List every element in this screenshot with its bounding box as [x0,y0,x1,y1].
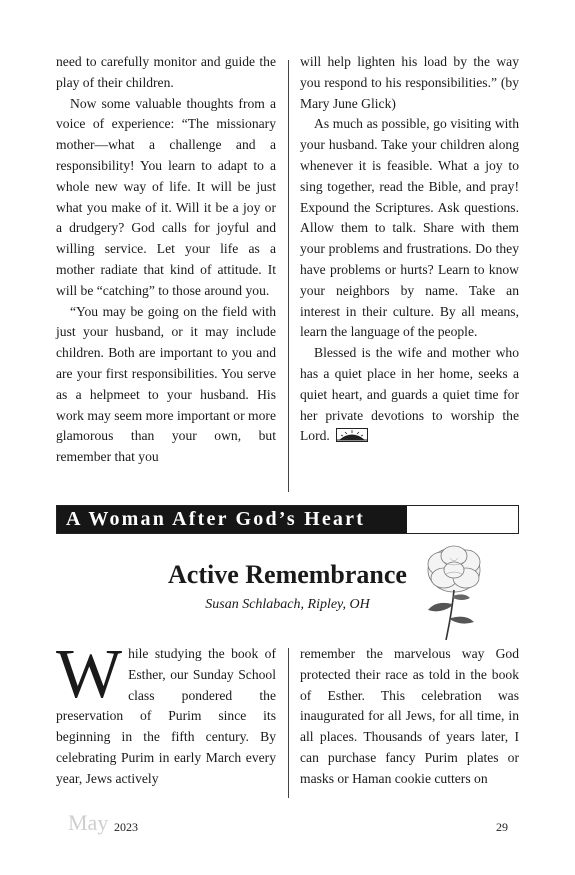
column-divider [288,60,289,492]
paragraph-with-end-mark [300,343,519,447]
paragraph-text: hile studying the book of Esther, our Sunday School class pondered the preservation of Purim since its beginning in the fifth century. By celebrating Purim in early March every year, Jews actively [56,646,276,786]
paragraph: “You may be going on the field with just your husband, or it may include children. Both are important to you and are your first responsibilities. You serve as a helpmeet to your husband. His work may seem more important or more glamorous than your own, but remember that you [56,303,276,465]
top-left-column [56,52,276,468]
drop-cap: W [56,636,123,713]
section-banner [56,505,519,534]
footer-month: May [68,810,109,835]
paragraph-text: Blessed is the wife and mother who has a quiet place in her home, seeks a quiet heart, and guards a quiet time for her private devotions to worship the Lord. [300,345,519,444]
footer-year: 2023 [114,820,138,834]
column-divider [288,648,289,798]
paragraph: will help lighten his load by the way you respond to his responsibilities.” (by Mary June Glick) [300,54,519,111]
paragraph: As much as possible, go visiting with your husband. Take your children along whenever it is feasible. What a joy to sing together, read the Bible, and pray! Expound the Scriptures. Ask questions. Allow them to talk. Share with them your problems and frustrations. Do they have problems or hurts? Learn to know your neighbors by name. Take an interest in their culture. By all means, learn the language of the people. [300,116,519,340]
paragraph [56,636,276,790]
section-banner-title: A Woman After God’s Heart [66,508,366,530]
article-byline: Susan Schlabach, Ripley, OH [205,597,370,612]
sunrise-end-mark-icon [336,428,368,442]
top-right-column [300,52,519,447]
paragraph: remember the marvelous way God protected their race as told in the book of Esther. This celebration was inaugurated for all Jews, for all time, in all places. Thousands of years later, I can purchase fancy Purim plates or masks or Haman cookie cutters on [300,646,519,786]
paragraph: need to carefully monitor and guide the play of their children. [56,54,276,90]
article-title: Active Remembrance [168,560,407,589]
article-left-column [56,636,276,790]
paragraph: Now some valuable thoughts from a voice of experience: “The missionary mother—what a challenge and a responsibility! You learn to adapt to a whole new way of life. It will be just what you make of it. Will it be a joy or a drudgery? God calls for joyful and willing service. Let your life as a mother radiate that kind of attitude. It will be “catching” to those around you. [56,95,276,298]
article-right-column [300,644,519,790]
peony-flower-illustration [414,540,494,644]
page-number: 29 [496,820,508,834]
